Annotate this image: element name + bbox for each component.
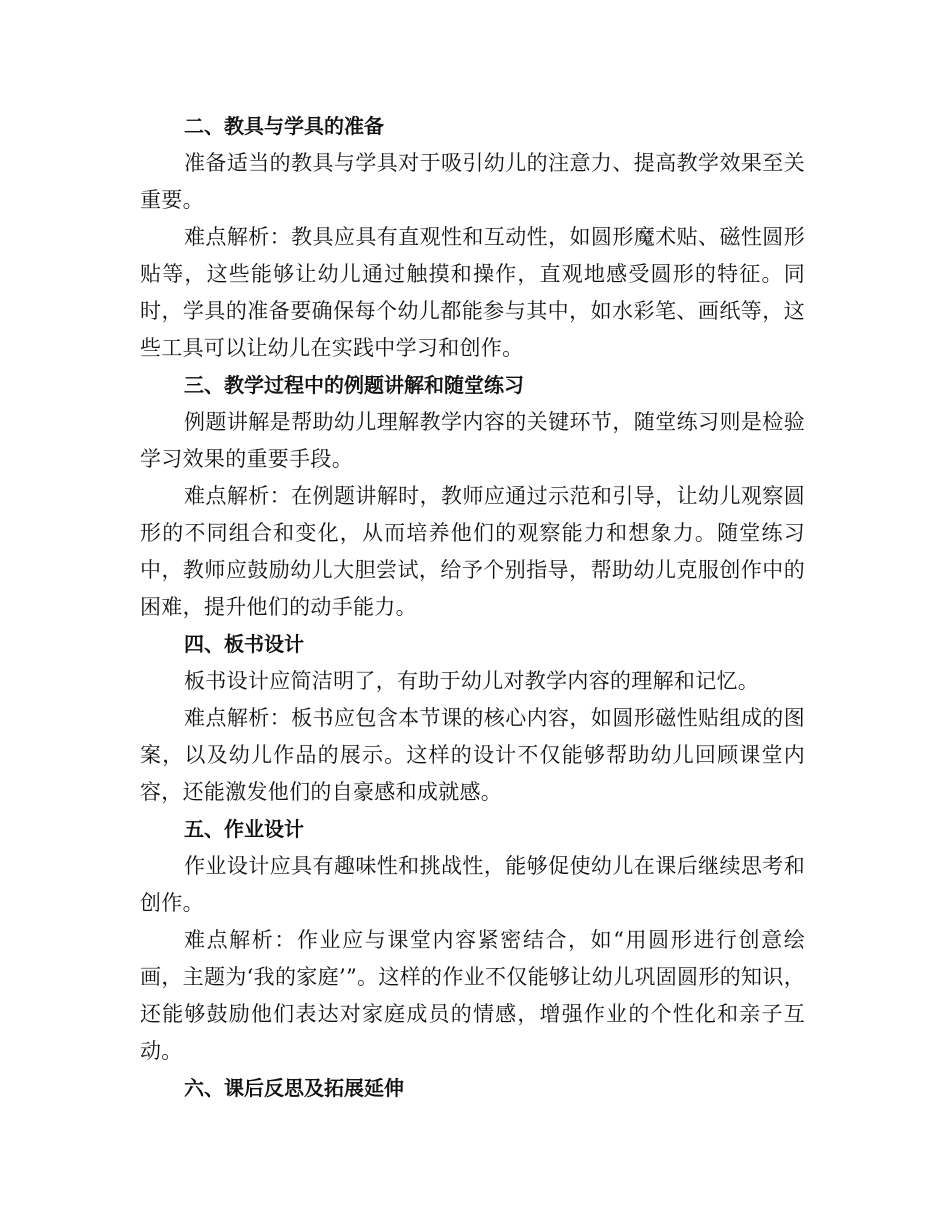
section-paragraph: 例题讲解是帮助幼儿理解教学内容的关键环节，随堂练习则是检验学习效果的重要手段。 bbox=[140, 410, 805, 471]
section-heading: 五、作业设计 bbox=[184, 817, 304, 841]
section-paragraph: 难点解析：教具应具有直观性和互动性，如圆形魔术贴、磁性圆形贴等，这些能够让幼儿通过触摸和操作，直观地感受圆形的特征。同时，学具的准备要确保每个幼儿都能参与其中，如水彩笔、画纸等，这些工具可以让幼儿在实践中学习和创作。 bbox=[140, 225, 805, 360]
section-paragraph: 作业设计应具有趣味性和挑战性，能够促使幼儿在课后继续思考和创作。 bbox=[140, 854, 805, 915]
section-teaching-aids bbox=[140, 108, 805, 367]
section-paragraph: 准备适当的教具与学具对于吸引幼儿的注意力、提高教学效果至关重要。 bbox=[140, 151, 805, 212]
section-paragraph: 难点解析：在例题讲解时，教师应通过示范和引导，让幼儿观察圆形的不同组合和变化，从而培养他们的观察能力和想象力。随堂练习中，教师应鼓励幼儿大胆尝试，给予个别指导，帮助幼儿克服创作中的困难，提升他们的动手能力。 bbox=[140, 484, 805, 619]
section-heading: 六、课后反思及拓展延伸 bbox=[184, 1076, 404, 1100]
section-reflection-extension bbox=[140, 1070, 805, 1107]
section-examples-practice bbox=[140, 367, 805, 626]
section-homework-design bbox=[140, 811, 805, 1070]
section-paragraph: 难点解析：作业应与课堂内容紧密结合，如“用圆形进行创意绘画，主题为‘我的家庭’”。这样的作业不仅能够让幼儿巩固圆形的知识，还能够鼓励他们表达对家庭成员的情感，增强作业的个性化和亲子互动。 bbox=[140, 928, 805, 1063]
document-page bbox=[140, 108, 805, 1107]
section-heading: 四、板书设计 bbox=[184, 632, 304, 656]
section-heading: 二、教具与学具的准备 bbox=[184, 114, 384, 138]
section-heading: 三、教学过程中的例题讲解和随堂练习 bbox=[184, 373, 524, 397]
section-blackboard-design bbox=[140, 626, 805, 811]
section-paragraph: 板书设计应简洁明了，有助于幼儿对教学内容的理解和记忆。 bbox=[184, 669, 760, 693]
section-paragraph: 难点解析：板书应包含本节课的核心内容，如圆形磁性贴组成的图案，以及幼儿作品的展示。这样的设计不仅能够帮助幼儿回顾课堂内容，还能激发他们的自豪感和成就感。 bbox=[140, 706, 805, 804]
